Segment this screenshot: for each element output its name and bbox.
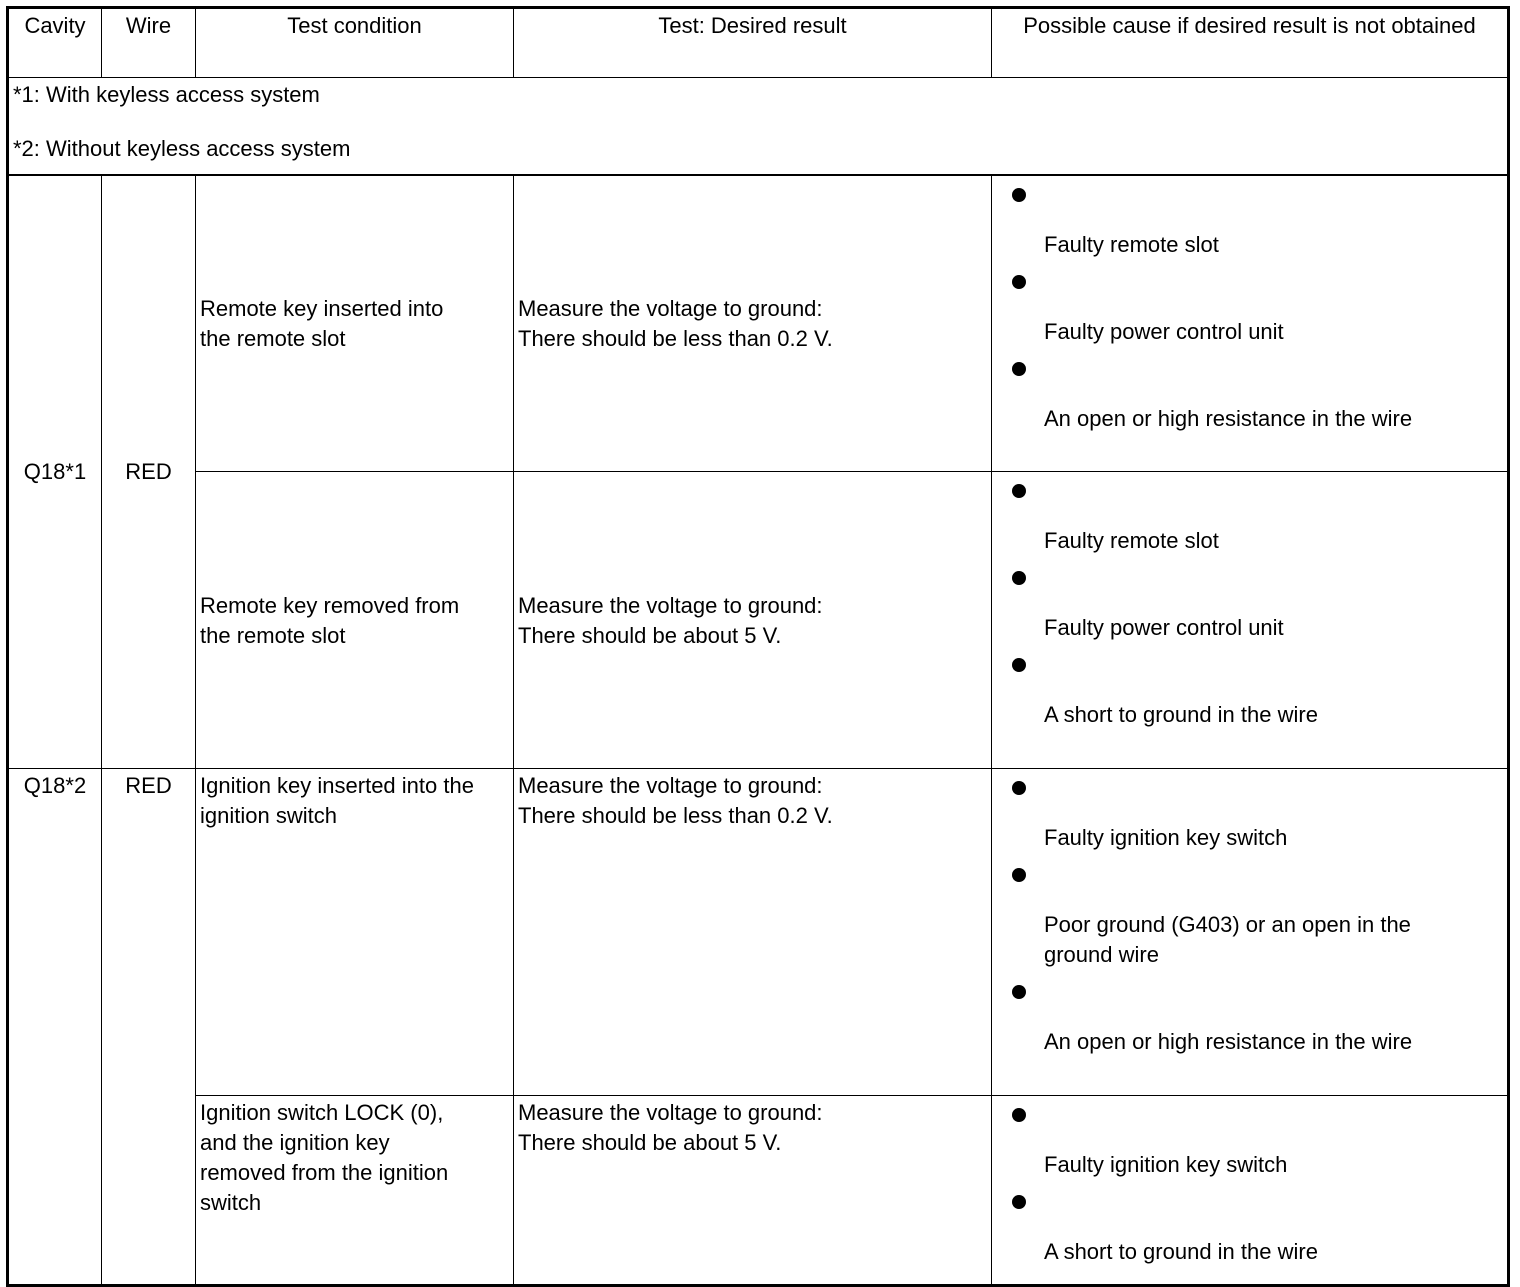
bullet-icon	[1012, 362, 1026, 376]
notes-row	[8, 78, 1509, 176]
cause-text: Faulty remote slot	[1044, 232, 1219, 257]
result-line: Measure the voltage to ground:	[518, 592, 823, 618]
table-row	[8, 175, 1509, 471]
desired-result-cell	[514, 1095, 992, 1285]
result-line: Measure the voltage to ground:	[518, 1099, 823, 1125]
test-condition-cell	[196, 1095, 514, 1285]
result-line: There should be less than 0.2 V.	[518, 326, 833, 352]
condition-line: the remote slot	[200, 326, 346, 352]
header-desired-result: Test: Desired result	[514, 8, 992, 78]
header-test-condition: Test condition	[196, 8, 514, 78]
cause-text: A short to ground in the wire	[1044, 1238, 1318, 1264]
possible-cause-cell	[992, 768, 1509, 1095]
cause-text: Faulty power control unit	[1044, 319, 1284, 344]
header-wire: Wire	[102, 8, 196, 78]
footnote-2: *2: Without keyless access system	[13, 136, 351, 161]
wire-cell: RED	[102, 175, 196, 768]
possible-cause-cell	[992, 1095, 1509, 1285]
table-row	[8, 1095, 1509, 1285]
condition-line: ignition switch	[200, 802, 337, 828]
test-condition-cell	[196, 471, 514, 768]
cause-text: Faulty ignition key switch	[1044, 824, 1288, 850]
cause-text: Faulty remote slot	[1044, 527, 1219, 553]
footnote-1: *1: With keyless access system	[13, 82, 320, 107]
condition-line: and the ignition key	[200, 1129, 390, 1155]
possible-cause-cell	[992, 175, 1509, 471]
bullet-icon	[1012, 985, 1026, 999]
header-possible-cause: Possible cause if desired result is not obtained	[992, 8, 1509, 78]
condition-line: removed from the ignition	[200, 1159, 449, 1185]
cause-item	[1012, 985, 1507, 1057]
bullet-icon	[1012, 484, 1026, 498]
header-cavity: Cavity	[8, 8, 102, 78]
table-row	[8, 471, 1509, 768]
cause-item	[1012, 781, 1507, 853]
cause-text: Faulty ignition key switch	[1044, 1151, 1288, 1177]
cause-text: An open or high resistance in the wire	[1044, 1028, 1413, 1054]
condition-line: switch	[200, 1189, 262, 1215]
result-line: There should be about 5 V.	[518, 622, 782, 648]
bullet-icon	[1012, 188, 1026, 202]
wire-cell: RED	[102, 768, 196, 1285]
cause-text: Faulty power control unit	[1044, 614, 1284, 640]
cause-item	[1012, 868, 1507, 970]
cause-item	[1012, 1195, 1507, 1267]
test-condition-cell	[196, 175, 514, 471]
bullet-icon	[1012, 781, 1026, 795]
diagnostic-table	[6, 6, 1510, 1287]
cavity-cell: Q18*2	[8, 768, 102, 1285]
condition-line: the remote slot	[200, 622, 346, 648]
table-row	[8, 768, 1509, 1095]
result-line: Measure the voltage to ground:	[518, 296, 823, 322]
bullet-icon	[1012, 275, 1026, 289]
cause-text: A short to ground in the wire	[1044, 701, 1318, 727]
cause-item	[1012, 484, 1507, 556]
condition-line: Remote key inserted into	[200, 296, 444, 322]
bullet-icon	[1012, 1195, 1026, 1209]
cause-line: Poor ground (G403) or an open in the	[1044, 911, 1411, 937]
bullet-icon	[1012, 1108, 1026, 1122]
bullet-icon	[1012, 571, 1026, 585]
result-line: There should be about 5 V.	[518, 1129, 782, 1155]
cause-item	[1012, 658, 1507, 730]
cause-item	[1012, 362, 1507, 434]
bullet-icon	[1012, 658, 1026, 672]
cause-text	[1012, 910, 1507, 970]
desired-result-cell	[514, 175, 992, 471]
cause-line: ground wire	[1044, 941, 1159, 967]
result-line: Measure the voltage to ground:	[518, 772, 823, 798]
desired-result-cell	[514, 768, 992, 1095]
cause-item	[1012, 275, 1507, 347]
condition-line: Remote key removed from	[200, 592, 460, 618]
cause-text: An open or high resistance in the wire	[1044, 406, 1413, 431]
test-condition-cell	[196, 768, 514, 1095]
cause-item	[1012, 571, 1507, 643]
possible-cause-cell	[992, 471, 1509, 768]
condition-line: Ignition key inserted into the	[200, 772, 474, 798]
cavity-cell: Q18*1	[8, 175, 102, 768]
footnotes-cell	[8, 78, 1509, 176]
condition-line: Ignition switch LOCK (0),	[200, 1099, 444, 1125]
result-line: There should be less than 0.2 V.	[518, 802, 833, 828]
cause-item	[1012, 188, 1507, 260]
header-row	[8, 8, 1509, 78]
desired-result-cell	[514, 471, 992, 768]
bullet-icon	[1012, 868, 1026, 882]
cause-item	[1012, 1108, 1507, 1180]
